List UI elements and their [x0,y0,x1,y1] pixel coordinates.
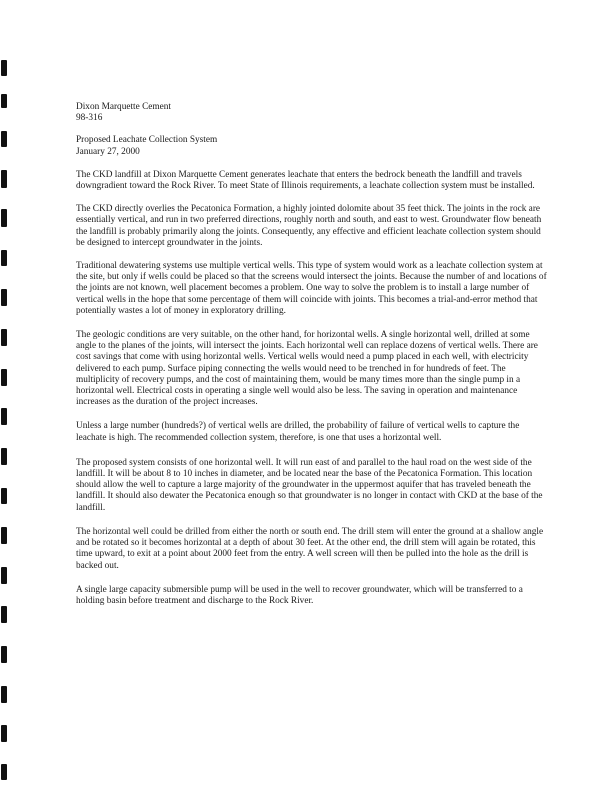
binding-mark [1,170,7,188]
document-number: 98-316 [76,113,103,124]
company-name: Dixon Marquette Cement [76,102,172,112]
paragraph-pump: A single large capacity submersible pump will be used in the well to recover groundwater, which will be transferred to a holding basin before treatment and discharge to the Rock River. [76,584,523,606]
binding-mark [1,488,7,504]
binding-mark [1,408,7,425]
memo-header [76,102,548,124]
binding-mark [1,289,7,306]
paragraph-horizontal-wells: The geologic conditions are very suitable, on the other hand, for horizontal wells. A single horizontal well, drilled at some angle to the planes of the joints, will intersect the joints. Each horizontal well can replace dozens of vertical wells. There are cost savings that come with using horizontal wells. Vertical wells would need a pump placed in each well, with electricity delivered to each pump. Surface piping connecting the wells would need to be trenched in for hundreds of feet. The multiplicity of recovery pumps, and the cost of maintaining them, would be many times more than the single pump in a horizontal well. Electrical costs in operating a single well would also be less. The saving in operation and maintenance increases as the duration of the project increases. [76,330,538,408]
binding-mark [1,686,7,703]
binding-mark [1,764,7,780]
binding-mark [1,250,7,266]
binding-mark [1,448,7,465]
binding-mark [1,209,7,227]
paragraph-geology: The CKD directly overlies the Pecatonica Formation, a highly jointed dolomite about 35 feet thick. The joints in the rock are essentially vertical, and run in two preferred directions, roughly north and south, and east to west. Groundwater flow beneath the landfill is probably primarily along the joints. Consequently, any effective and efficient leachate collection system should be designed to intercept groundwater in the joints. [76,204,542,248]
binding-mark [1,94,7,108]
memo-date: January 27, 2000 [76,146,140,157]
binding-mark [1,131,7,147]
paragraph-vertical-wells: Traditional dewatering systems use multiple vertical wells. This type of system would work as a leachate collection system at the site, but only if wells could be placed so that the screens would intersect the joints. Because the number of and locations of the joints are not known, well placement becomes a problem. One way to solve the problem is to install a large number of vertical wells in the hope that some percentage of them will coincide with joints. This becomes a trial-and-error method that potentially wastes a lot of money in exploratory drilling. [76,261,547,316]
paragraph-proposed-system: The proposed system consists of one horizontal well. It will run east of and parallel to the haul road on the west side of the landfill. It will be about 8 to 10 inches in diameter, and be located near the base of the Pecatonica Formation. This location should allow the well to capture a large majority of the groundwater in the uppermost aquifer that has traveled beneath the landfill. It should also dewater the Pecatonica enough so that groundwater is no longer in contact with CKD at the base of the landfill. [76,457,543,513]
binding-mark [1,329,7,346]
binding-mark [1,369,7,386]
binding-mark [1,527,7,544]
memo-body [76,102,548,607]
paragraph-introduction: The CKD landfill at Dixon Marquette Cement generates leachate that enters the bedrock beneath the landfill and travels downgradient toward the Rock River. To meet State of Illinois requirements, a leachate collection system must be installed. [76,169,535,192]
memo-subject: Proposed Leachate Collection System [76,135,218,146]
binding-mark [1,725,7,742]
binding-mark [1,60,7,76]
paragraph-drilling: The horizontal well could be drilled from either the north or south end. The drill stem will enter the ground at a shallow angle and be rotated so it becomes horizontal at a depth of about 30 feet. At the other end, the drill stem will again be rotated, this time upward, to exit at a point about 2000 feet from the entry. A well screen will then be pulled into the hole as the drill is backed out. [76,526,544,571]
binding-mark [1,646,7,663]
memo-subject-block [76,135,548,157]
paragraph-recommendation: Unless a large number (hundreds?) of vertical wells are drilled, the probability of failure of vertical wells to capture the leachate is high. The recommended collection system, therefore, is one that uses a horizontal well. [76,421,520,443]
binding-mark [1,606,7,623]
binding-mark [1,567,7,584]
